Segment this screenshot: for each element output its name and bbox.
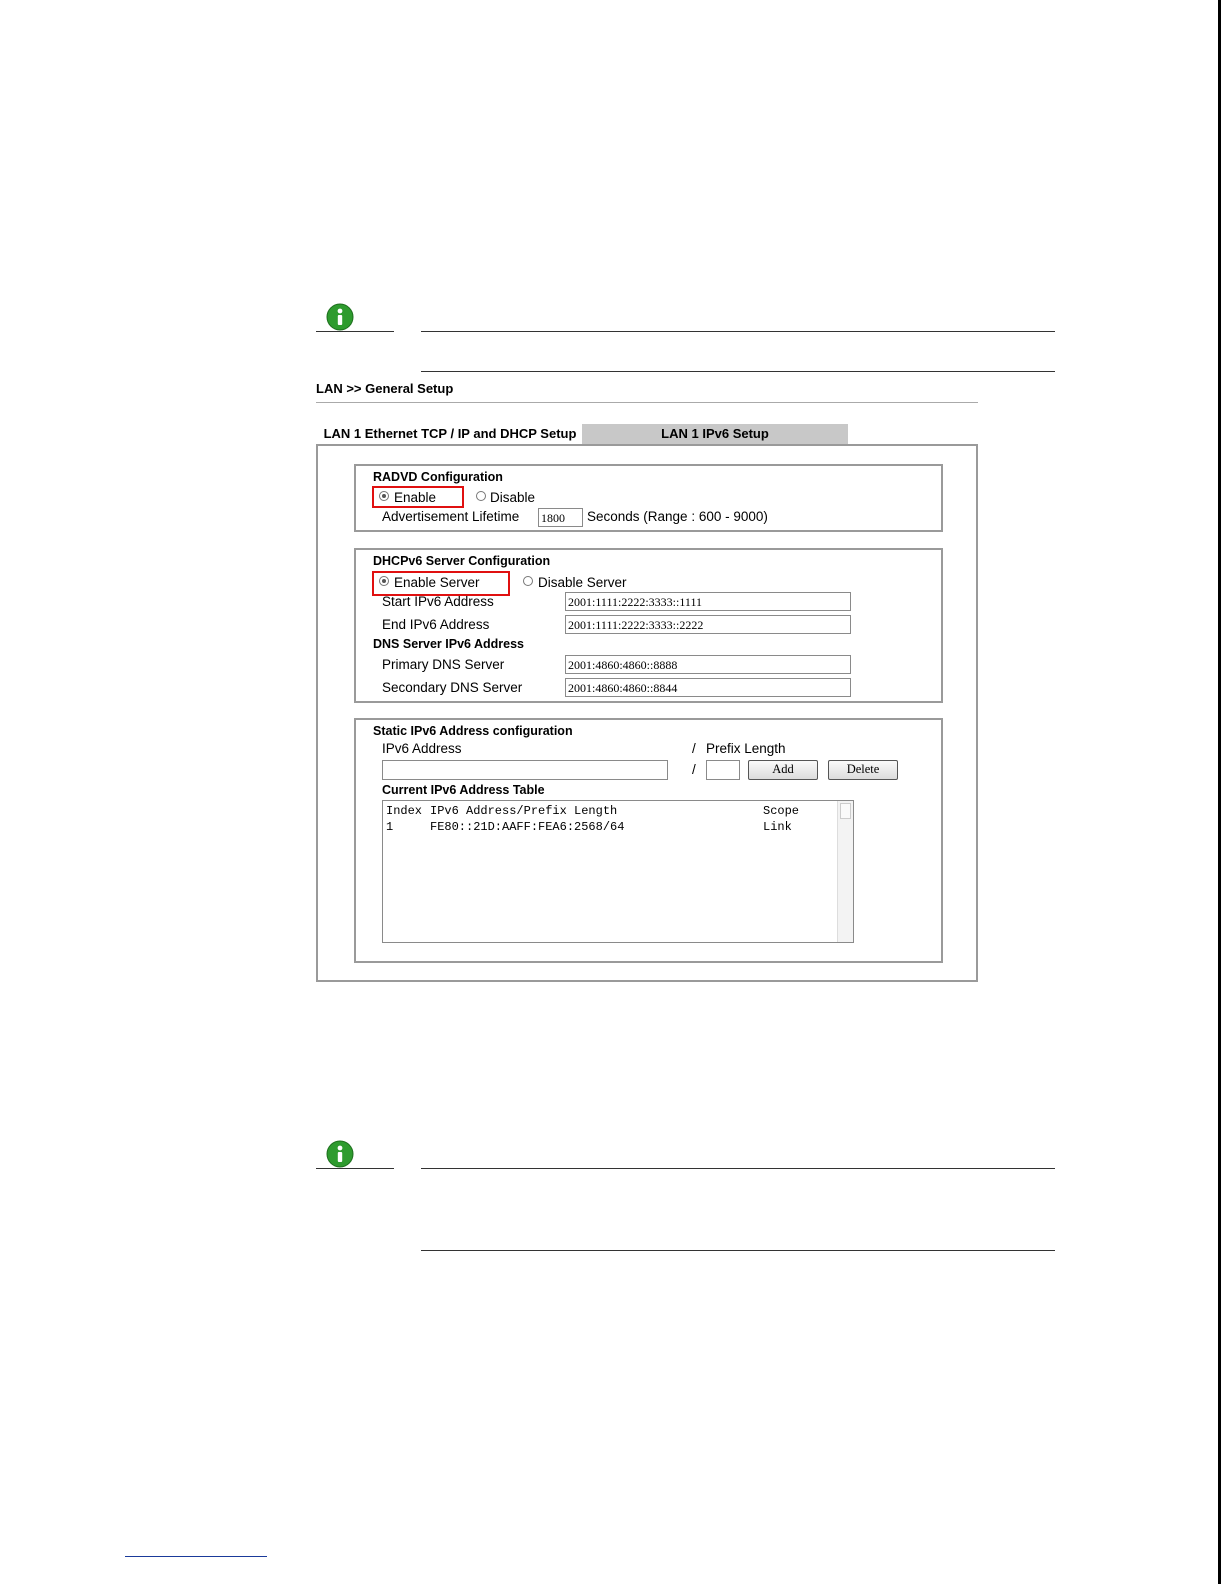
delete-button[interactable]: Delete [828,760,898,780]
primary-dns-input[interactable]: 2001:4860:4860::8888 [565,655,851,674]
note-rule-bottom [421,371,1055,372]
scrollbar-thumb[interactable] [840,803,851,819]
dhcpv6-disable-radio[interactable] [523,576,533,586]
table-header-index: Index [386,804,423,818]
start-ipv6-input[interactable]: 2001:1111:2222:3333::1111 [565,592,851,611]
end-ipv6-label: End IPv6 Address [382,617,490,632]
primary-dns-label: Primary DNS Server [382,657,505,672]
ipv6-address-label: IPv6 Address [382,741,462,756]
note-rule-top [421,331,1055,332]
dhcpv6-enable-radio[interactable] [379,576,389,586]
radvd-enable-label: Enable [394,490,437,505]
radvd-title: RADVD Configuration [373,470,503,484]
add-button[interactable]: Add [748,760,818,780]
lifetime-input[interactable]: 1800 [538,508,583,527]
radvd-disable-label: Disable [490,490,536,505]
start-ipv6-label: Start IPv6 Address [382,594,494,609]
slash-separator: / [692,741,696,756]
table-row-scope: Link [763,820,792,834]
note-underline [316,331,394,332]
table-row-index: 1 [386,820,394,834]
footer-link-underline [125,1556,267,1557]
tab-ipv6-setup[interactable]: LAN 1 IPv6 Setup [582,424,848,444]
table-row-address: FE80::21D:AAFF:FEA6:2568/64 [430,820,625,834]
page-edge-rule [1218,0,1221,1584]
radvd-disable-radio[interactable] [476,491,486,501]
end-ipv6-input[interactable]: 2001:1111:2222:3333::2222 [565,615,851,634]
table-header-address: IPv6 Address/Prefix Length [430,804,618,818]
address-table-title: Current IPv6 Address Table [382,783,545,797]
dhcpv6-enable-label: Enable Server [394,575,480,590]
lifetime-label: Advertisement Lifetime [382,509,520,524]
dns-server-title: DNS Server IPv6 Address [373,637,525,651]
note-rule-top [421,1168,1055,1169]
info-icon [326,1140,354,1168]
info-icon [326,303,354,331]
secondary-dns-input[interactable]: 2001:4860:4860::8844 [565,678,851,697]
breadcrumb: LAN >> General Setup [316,381,454,396]
note-underline [316,1168,394,1169]
breadcrumb-divider [316,402,978,403]
table-scrollbar[interactable] [837,801,853,942]
ipv6-address-input[interactable] [382,760,668,780]
dhcpv6-disable-label: Disable Server [538,575,627,590]
static-ipv6-title: Static IPv6 Address configuration [373,724,573,738]
tab-ethernet-dhcp[interactable]: LAN 1 Ethernet TCP / IP and DHCP Setup [318,424,582,444]
note-rule-bottom [421,1250,1055,1251]
table-header-scope: Scope [763,804,800,818]
dhcpv6-title: DHCPv6 Server Configuration [373,554,551,568]
lifetime-range: Seconds (Range : 600 - 9000) [587,509,768,524]
prefix-length-input[interactable] [706,760,740,780]
prefix-length-label: Prefix Length [706,741,786,756]
slash-separator: / [692,762,696,777]
secondary-dns-label: Secondary DNS Server [382,680,523,695]
radvd-enable-radio[interactable] [379,491,389,501]
